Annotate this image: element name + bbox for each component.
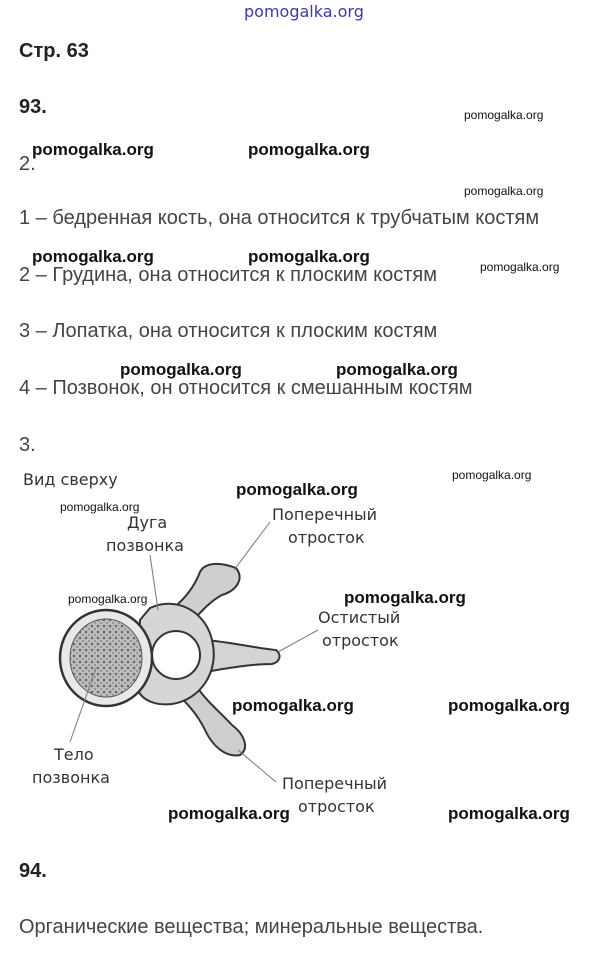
watermark: pomogalka.org xyxy=(60,500,140,514)
answer-line-2: 2 – Грудина, она относится к плоским костям xyxy=(19,264,437,286)
section-2-label: 2. xyxy=(19,153,36,175)
watermark: pomogalka.org xyxy=(68,592,148,606)
label-spinous: Остистый отросток xyxy=(318,608,401,650)
watermark: pomogalka.org xyxy=(464,108,544,122)
label-transverse-top: Поперечный отросток xyxy=(272,505,378,547)
task93-number: 93. xyxy=(19,96,47,118)
watermark: pomogalka.org xyxy=(480,260,560,274)
task94-number: 94. xyxy=(19,860,47,882)
watermark: pomogalka.org xyxy=(452,468,532,482)
watermark: pomogalka.org xyxy=(464,184,544,198)
watermark: pomogalka.org xyxy=(120,360,242,379)
section-3-label: 3. xyxy=(19,434,36,456)
watermark: pomogalka.org xyxy=(32,140,154,159)
task94-answer: Органические вещества; минеральные вещества. xyxy=(19,916,484,938)
answer-line-1: 1 – бедренная кость, она относится к трубчатым костям xyxy=(19,207,540,229)
watermark: pomogalka.org xyxy=(232,696,354,715)
watermark: pomogalka.org xyxy=(168,804,290,823)
page-label: Стр. 63 xyxy=(19,40,89,62)
answer-line-4: 4 – Позвонок, он относится к смешанным костям xyxy=(19,377,473,399)
figure-view-label: Вид сверху xyxy=(23,470,118,489)
watermark: pomogalka.org xyxy=(32,247,154,266)
watermark: pomogalka.org xyxy=(336,360,458,379)
watermark: pomogalka.org xyxy=(448,804,570,823)
watermark: pomogalka.org xyxy=(448,696,570,715)
label-arch: Дуга позвонка xyxy=(106,513,184,555)
watermark: pomogalka.org xyxy=(248,140,370,159)
watermark: pomogalka.org xyxy=(344,588,466,607)
label-body: Тело позвонка xyxy=(32,745,110,787)
watermark-top: pomogalka.org xyxy=(244,2,364,21)
label-transverse-bottom: Поперечный отросток xyxy=(282,774,388,816)
watermark: pomogalka.org xyxy=(248,247,370,266)
answer-line-3: 3 – Лопатка, она относится к плоским костям xyxy=(19,320,438,342)
watermark: pomogalka.org xyxy=(236,480,358,499)
